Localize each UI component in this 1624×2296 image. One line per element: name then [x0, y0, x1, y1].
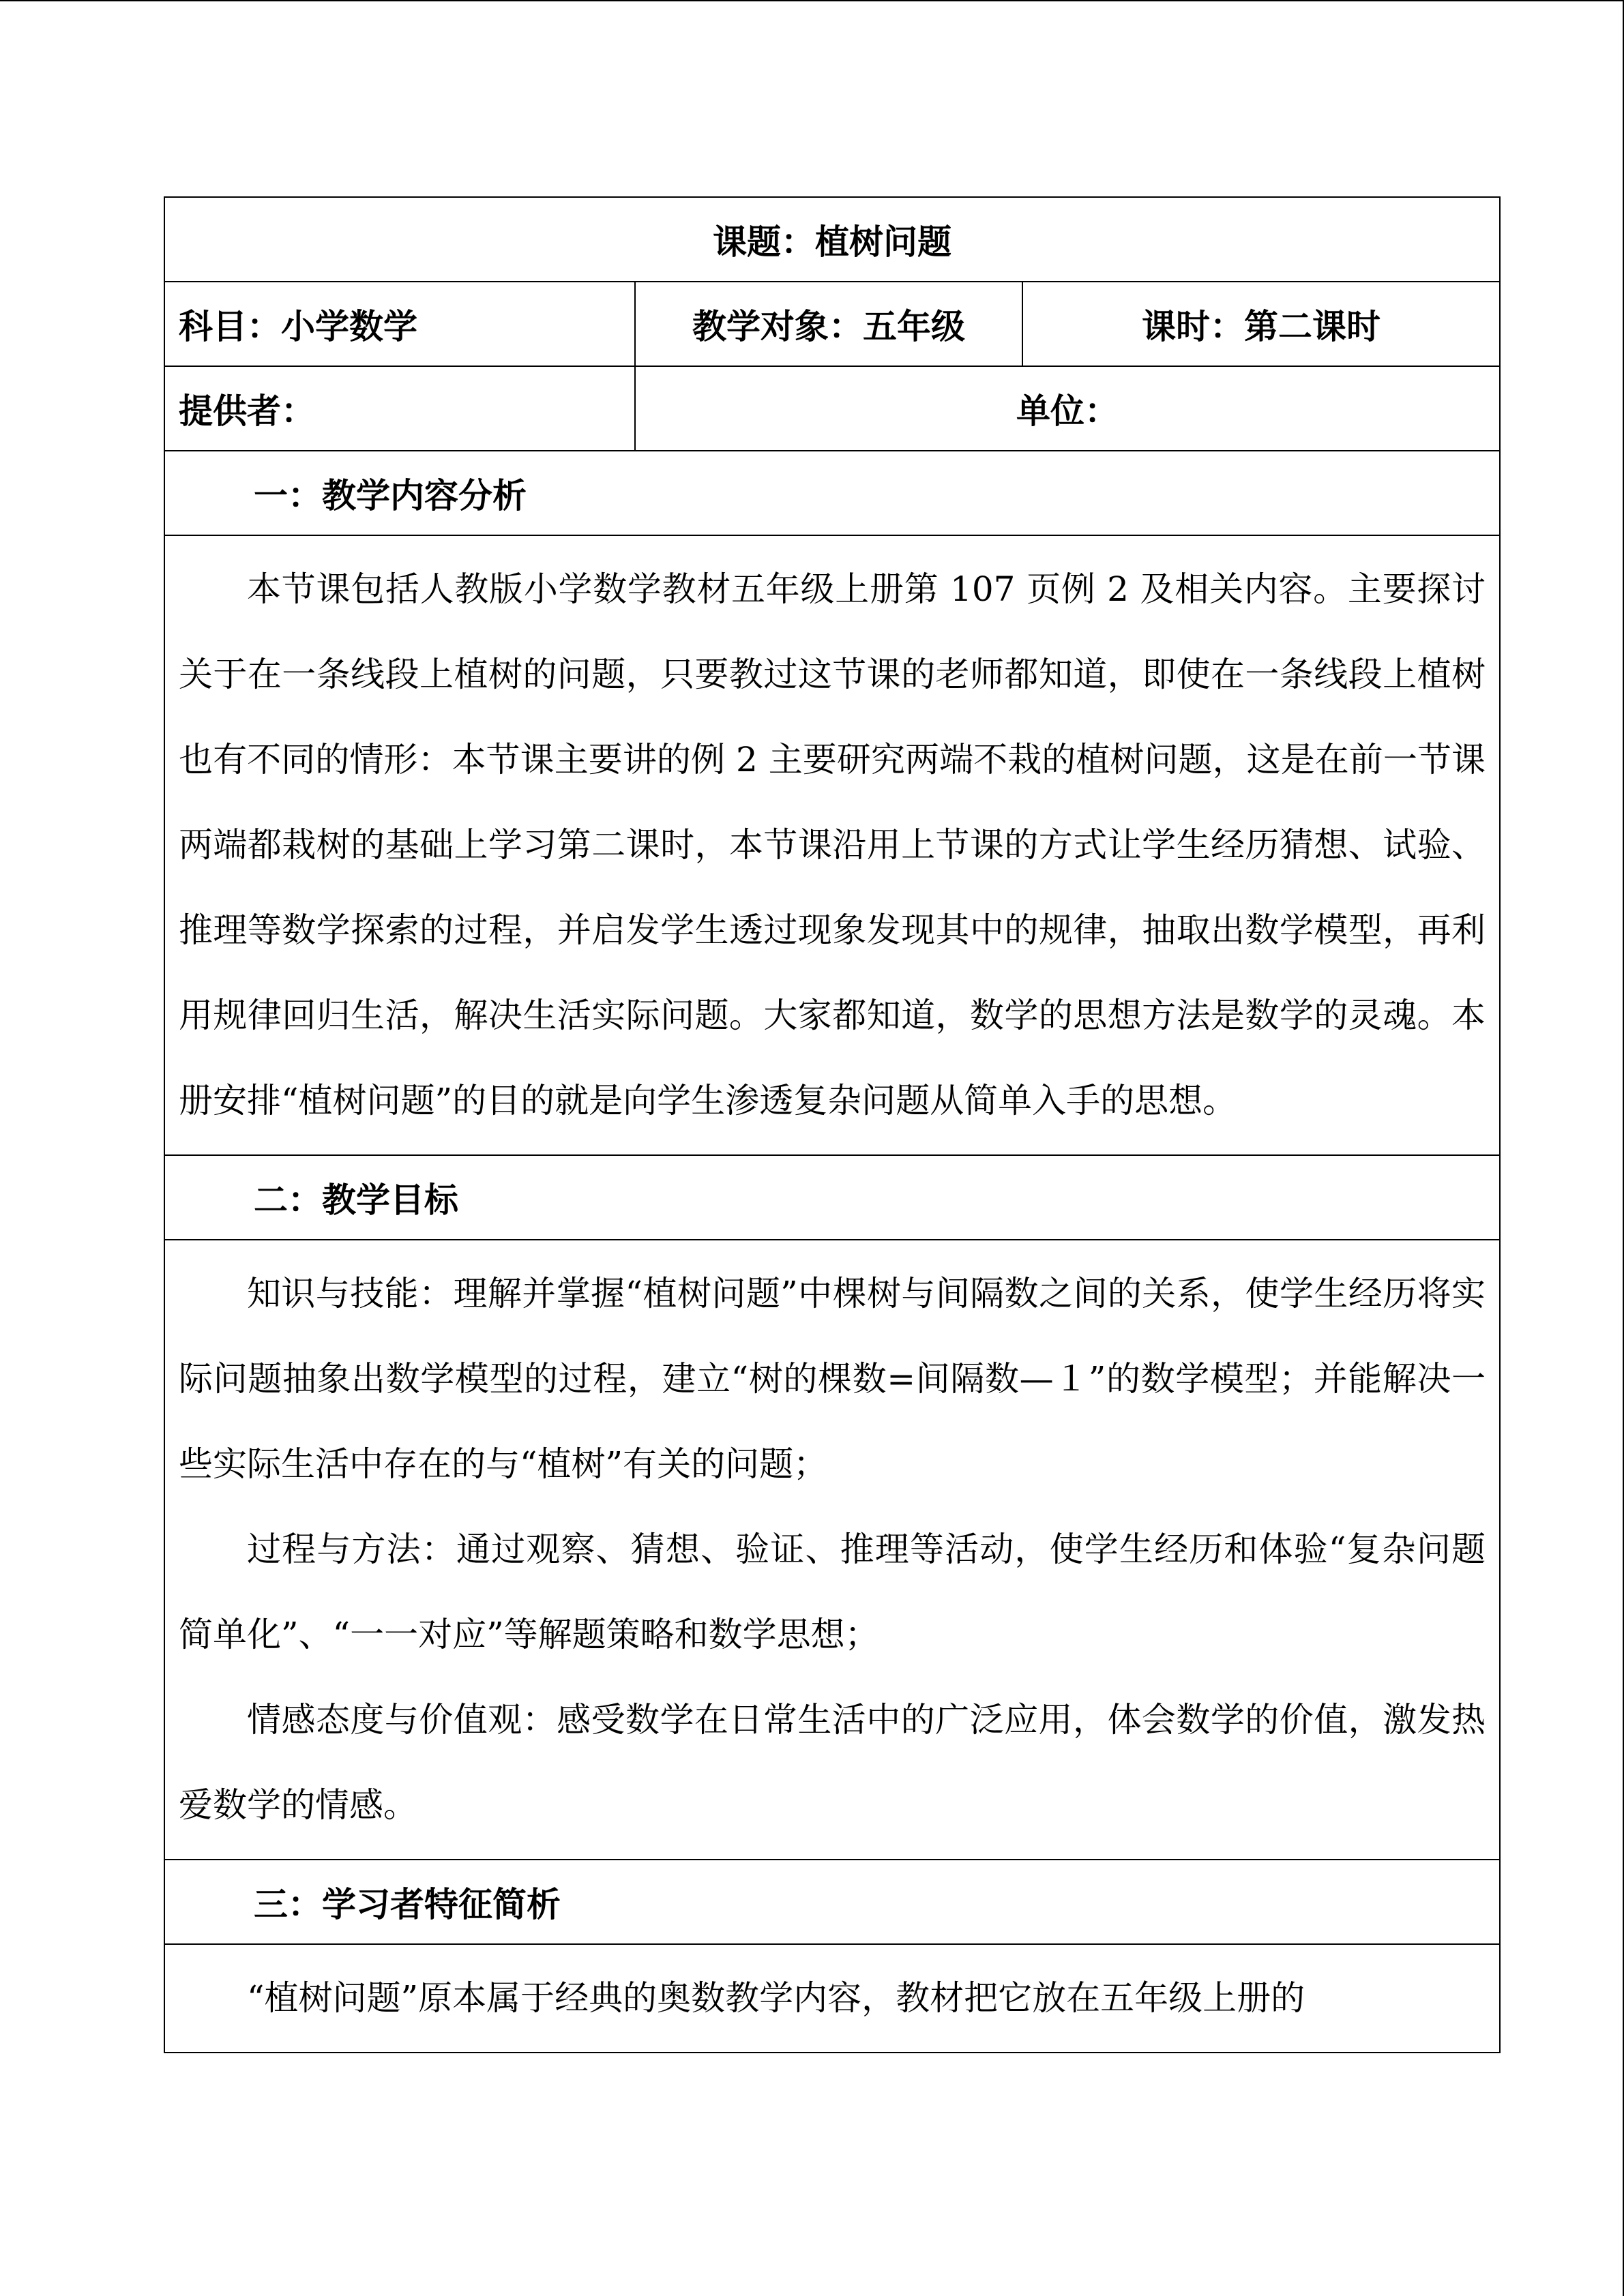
section-heading: 一：教学内容分析: [164, 451, 1500, 535]
title-row: [164, 197, 1500, 282]
section-body: [164, 1240, 1500, 1860]
session-cell: 课时：第二课时: [1022, 282, 1500, 366]
section-2-body-row: [164, 1240, 1500, 1860]
section-3-heading-row: [164, 1860, 1500, 1944]
provider-cell: 提供者：: [164, 366, 635, 451]
section-body: [164, 1944, 1500, 2053]
section-paragraph: 本节课包括人教版小学数学教材五年级上册第 107 页例 2 及相关内容。主要探讨关于在一条线段上植树的问题，只要教过这节课的老师都知道，即使在一条线段上植树也有不同的情形：本节课主要讲的例 2 主要研究两端不栽的植树问题，这是在前一节课两端都栽树的基础上学习第二课时，本节课沿用上节课的方式让学生经历猜想、试验、推理等数学探索的过程，并启发学生透过现象发现其中的规律，抽取出数学模型，再利用规律回归生活，解决生活实际问题。大家都知道，数学的思想方法是数学的灵魂。本册安排“植树问题”的目的就是向学生渗透复杂问题从简单入手的思想。: [179, 569, 1486, 1120]
section-1-body-row: [164, 535, 1500, 1155]
section-1-heading-row: [164, 451, 1500, 535]
audience-cell: 教学对象：五年级: [635, 282, 1022, 366]
section-heading: 二：教学目标: [164, 1155, 1500, 1240]
section-2-heading-row: [164, 1155, 1500, 1240]
section-heading: 三：学习者特征简析: [164, 1860, 1500, 1944]
unit-cell: 单位：: [635, 366, 1500, 451]
section-paragraph: 情感态度与价值观：感受数学在日常生活中的广泛应用，体会数学的价值，激发热爱数学的情感。: [179, 1700, 1486, 1825]
meta-row: [164, 282, 1500, 366]
lesson-title: 课题：植树问题: [164, 197, 1500, 282]
subject-cell: 科目：小学数学: [164, 282, 635, 366]
section-body: [164, 535, 1500, 1155]
provider-row: [164, 366, 1500, 451]
lesson-plan-table: [164, 196, 1501, 2053]
section-3-body-row: [164, 1944, 1500, 2053]
section-paragraph: 知识与技能：理解并掌握“植树问题”中棵树与间隔数之间的关系，使学生经历将实际问题抽象出数学模型的过程，建立“树的棵数=间隔数—１”的数学模型；并能解决一些实际生活中存在的与“植树”有关的问题；: [179, 1274, 1486, 1484]
section-paragraph: “植树问题”原本属于经典的奥数教学内容，教材把它放在五年级上册的: [247, 1978, 1305, 2018]
section-paragraph: 过程与方法：通过观察、猜想、验证、推理等活动，使学生经历和体验“复杂问题简单化”、“一一对应”等解题策略和数学思想；: [179, 1530, 1486, 1654]
